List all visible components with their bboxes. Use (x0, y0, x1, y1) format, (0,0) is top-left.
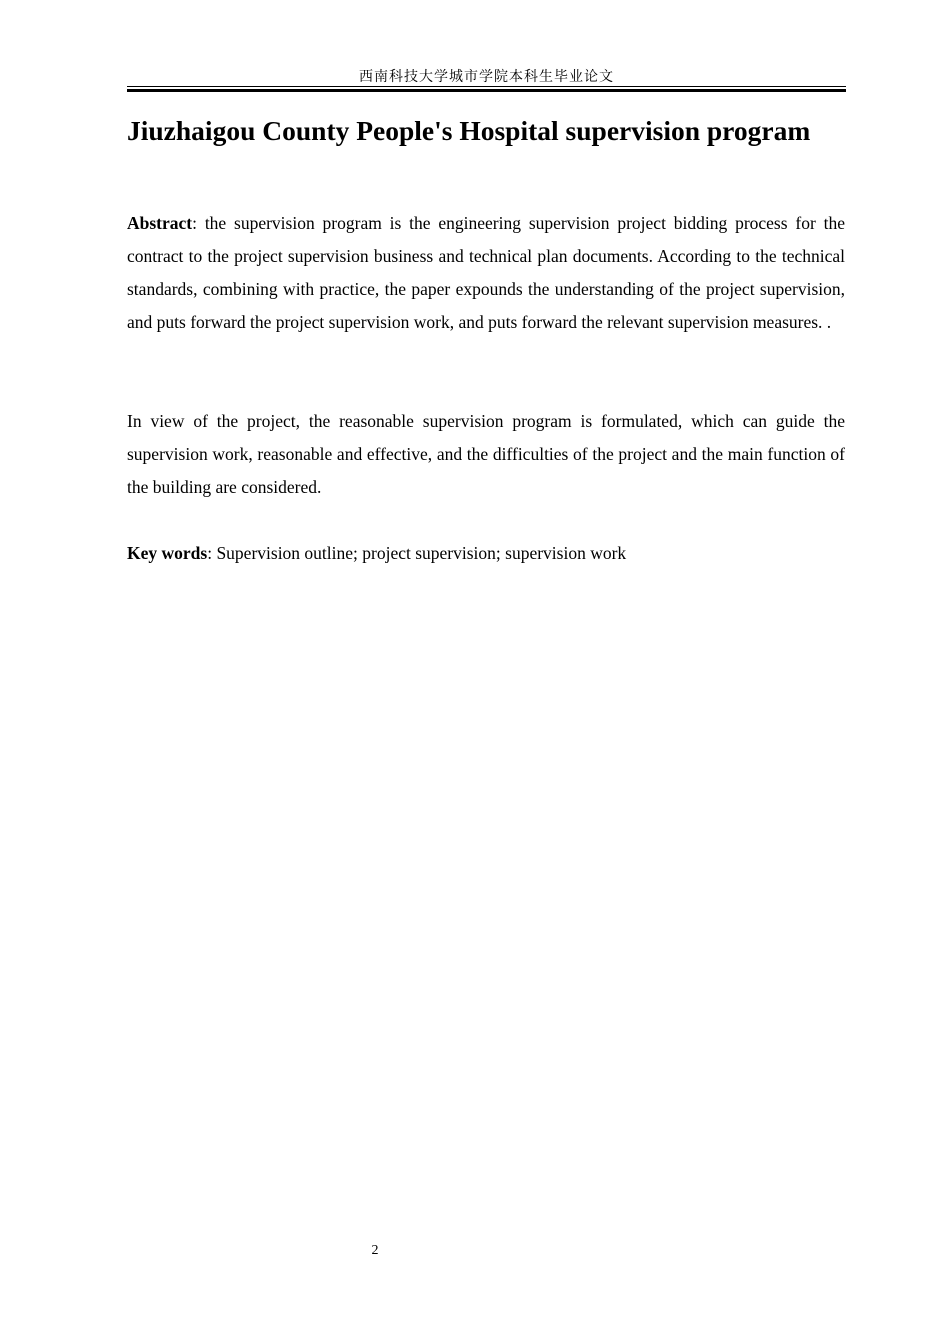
abstract-label: Abstract (127, 213, 193, 233)
keywords-paragraph (127, 537, 845, 570)
header-rule (127, 86, 846, 94)
abstract-paragraph (127, 207, 845, 339)
keywords-text: : Supervision outline; project supervision; supervision work (207, 543, 627, 563)
header-rule-thick (127, 89, 846, 92)
abstract-text: : the supervision program is the engineering supervision project bidding process for the contract to the project supervision business and technical plan documents. According to the technical standards, combining with practice, the paper expounds the understanding of the project supervision, and puts forward the project supervision work, and puts forward the relevant supervision measures. . (127, 213, 845, 332)
header-rule-thin (127, 86, 846, 87)
keywords-label: Key words (127, 543, 208, 563)
running-header: 西南科技大学城市学院本科生毕业论文 (359, 69, 614, 85)
body-paragraph: In view of the project, the reasonable supervision program is formulated, which can guide the supervision work, reasonable and effective, and the difficulties of the project and the main function of the building are considered. (127, 411, 845, 497)
page-number: 2 (371, 1243, 379, 1258)
paper-title: Jiuzhaigou County People's Hospital supervision program (127, 115, 811, 146)
